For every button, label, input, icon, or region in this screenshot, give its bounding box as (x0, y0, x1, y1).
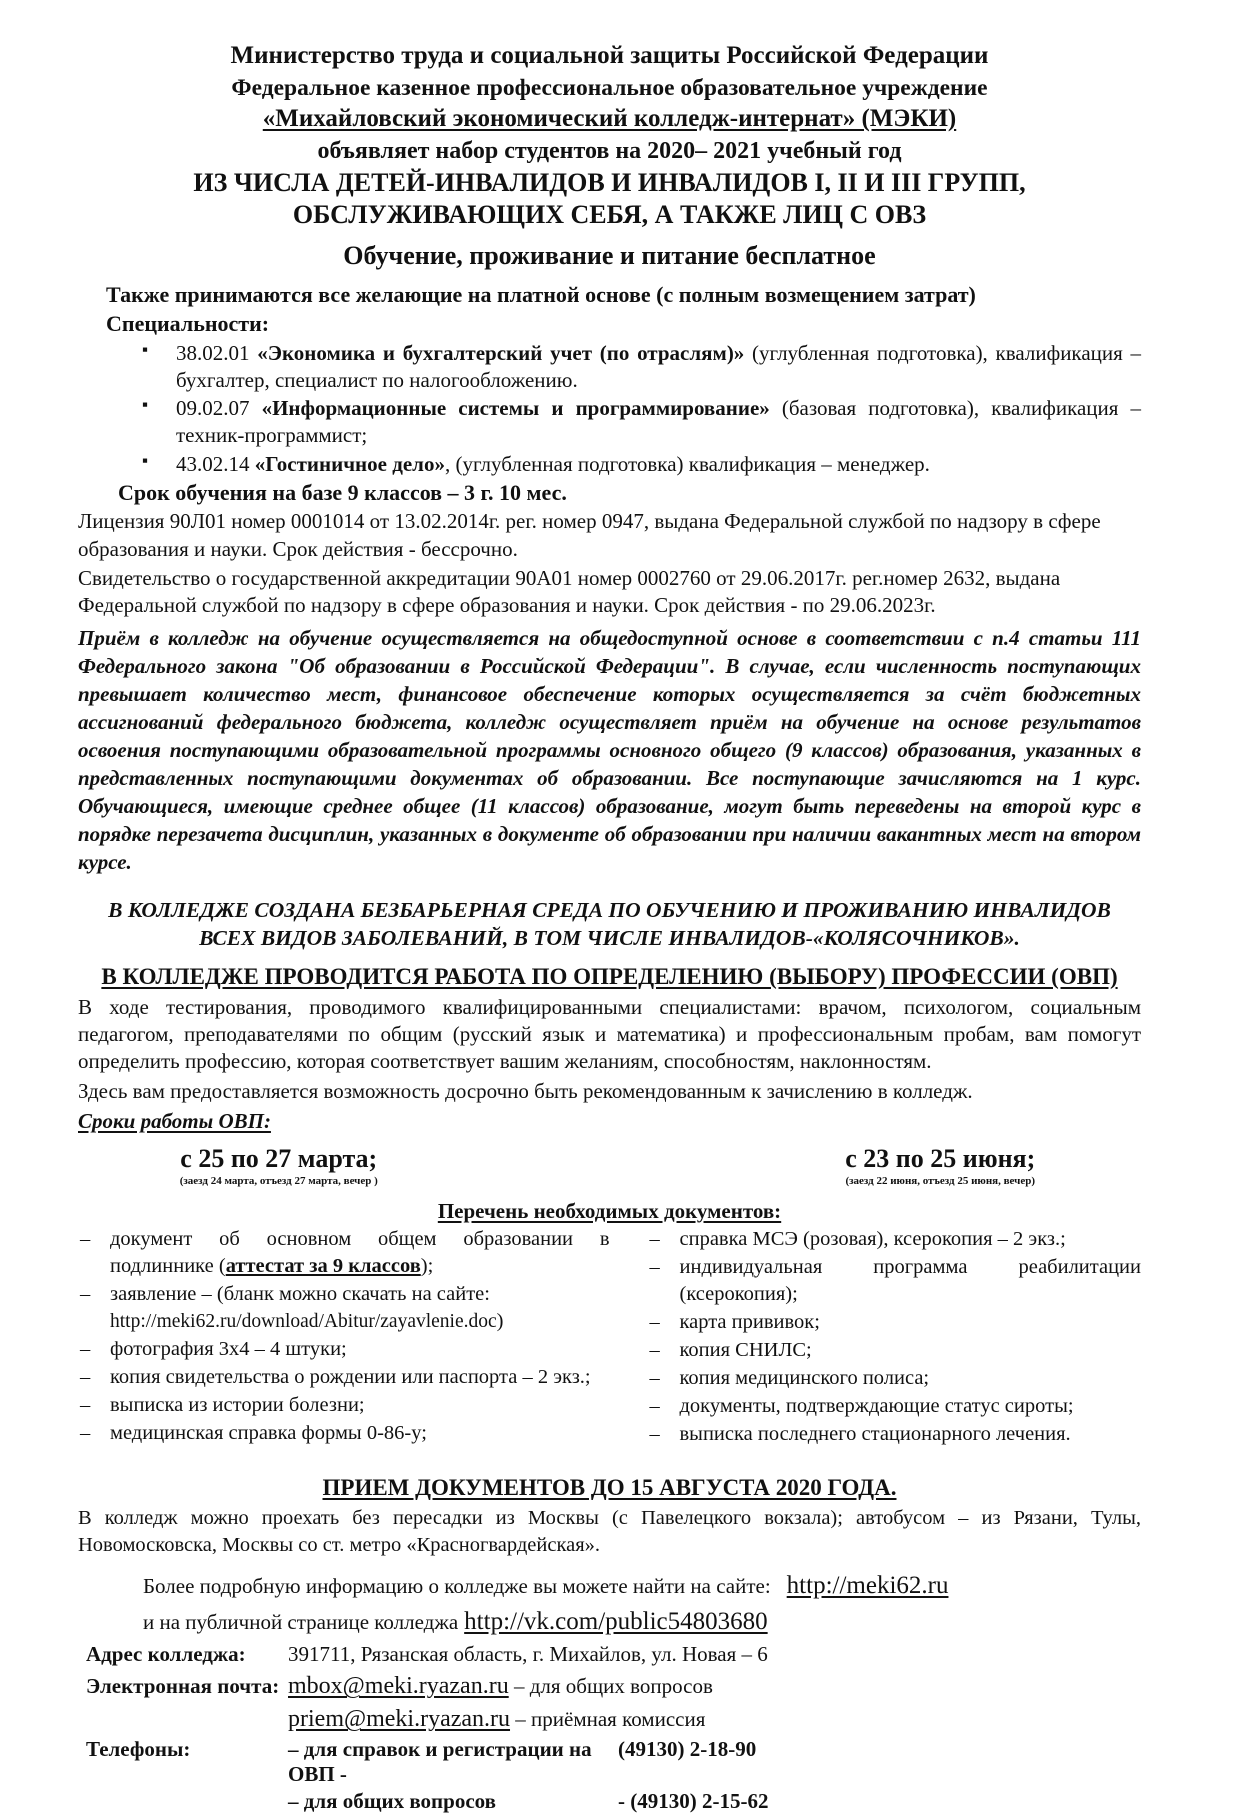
address-row (78, 1642, 1141, 1667)
doc-emphasis: аттестат за 9 классов (225, 1254, 421, 1277)
bullet-dash-icon: – (649, 1227, 660, 1250)
list-item (78, 1336, 610, 1363)
email-row-1 (78, 1673, 1141, 1700)
doc-text: фотография 3х4 – 4 штуки; (110, 1338, 347, 1361)
application-form-url[interactable]: http://meki62.ru/download/Abitur/zayavlenie.doc (110, 1310, 497, 1332)
ovp-session-2 (630, 1144, 1142, 1187)
email-general-note: – для общих вопросов (508, 1674, 713, 1699)
institution-type-line: Федеральное казенное профессиональное образовательное учреждение (231, 74, 988, 101)
doc-text: справка МСЭ (розовая), ксерокопия – 2 экз.; (679, 1227, 1066, 1250)
phone-2-number: - (49130) 2-15-62 (618, 1789, 769, 1814)
documents-left-list (78, 1226, 610, 1447)
ovp-dates-row (78, 1144, 1141, 1187)
list-item (78, 1420, 610, 1447)
phones-label: Телефоны: (86, 1737, 191, 1762)
paid-basis-note: Также принимаются все желающие на платной основе (с полным возмещением затрат) (106, 282, 976, 307)
specialty-detail: , (углубленная подготовка) квалификация – менеджер. (444, 451, 930, 476)
email-label: Электронная почта: (86, 1674, 280, 1699)
list-item (140, 395, 1141, 448)
doc-text: индивидуальная программа реабилитации (ксерокопия); (679, 1255, 1141, 1305)
doc-text: выписка последнего стационарного лечения. (679, 1423, 1071, 1446)
specialty-name: «Гостиничное дело» (254, 451, 445, 476)
list-item (648, 1337, 1142, 1364)
list-item (648, 1254, 1142, 1308)
email-value-2 (288, 1706, 1141, 1733)
bullet-dash-icon: – (649, 1395, 660, 1418)
doc-text-tail: ); (420, 1254, 434, 1277)
address-value: 391711, Рязанская область, г. Михайлов, ул. Новая – 6 (288, 1642, 768, 1667)
specialty-code: 38.02.01 (176, 341, 250, 365)
documents-columns (78, 1226, 1141, 1449)
barrier-free-line-1: В КОЛЛЕДЖЕ СОЗДАНА БЕЗБАРЬЕРНАЯ СРЕДА ПО ОБУЧЕНИЮ И ПРОЖИВАНИЮ ИНВАЛИДОВ (108, 897, 1111, 922)
bullet-dash-icon: ▪ (142, 395, 149, 415)
bullet-dash-icon: – (80, 1366, 91, 1389)
phone-row-2 (78, 1789, 1141, 1814)
barrier-free-line-2: ВСЕХ ВИДОВ ЗАБОЛЕВАНИЙ, В ТОМ ЧИСЛЕ ИНВАЛИДОВ-«КОЛЯСОЧНИКОВ». (199, 925, 1020, 950)
accreditation-info: Свидетельство о государственной аккредитации 90А01 номер 0002760 от 29.06.2017г. рег.номер 2632, выдана Федеральной службой по надзору в сфере образования и науки. Срок действия - по 29.06.2023г. (78, 565, 1061, 618)
vk-page-line (78, 1608, 1141, 1636)
college-website-link[interactable]: http://meki62.ru (786, 1572, 949, 1600)
list-item (78, 1392, 610, 1419)
bullet-dash-icon: – (649, 1339, 660, 1362)
bullet-dash-icon: – (80, 1338, 91, 1361)
bullet-dash-icon: – (649, 1367, 660, 1390)
list-item (78, 1226, 610, 1280)
bullet-dash-icon: ▪ (142, 340, 149, 359)
doc-text: копия СНИЛС; (679, 1339, 812, 1362)
documents-right-column (610, 1226, 1142, 1449)
phone-1-text: – для справок и регистрации на ОВП - (288, 1737, 592, 1787)
email-admissions-link[interactable]: priem@meki.ryazan.ru (288, 1706, 511, 1733)
email-general-link[interactable]: mbox@meki.ryazan.ru (288, 1673, 509, 1700)
bullet-dash-icon: – (649, 1255, 660, 1278)
ovp-paragraph: В ходе тестирования, проводимого квалифицированными специалистами: врачом, психологом, социальным педагогом, преподавателями по общим (русский язык и математика) и профессиональным пробам, вам помогут определить профессию, которая соответствует вашим желаниям, способностям, наклонностям. (78, 994, 1141, 1074)
email-admissions-note: – приёмная комиссия (510, 1707, 706, 1732)
doc-text: копия свидетельства о рождении или паспорта – 2 экз.; (110, 1366, 591, 1389)
free-tuition-line: Обучение, проживание и питание бесплатное (343, 241, 876, 271)
enrollment-year-line: объявляет набор студентов на 2020– 2021 учебный год (317, 137, 902, 164)
specialties-list (78, 340, 1141, 477)
specialties-title: Специальности: (106, 311, 270, 336)
doc-text: копия медицинского полиса; (679, 1367, 930, 1390)
ovp-note: Здесь вам предоставляется возможность досрочно быть рекомендованным к зачислению в колледж. (78, 1078, 973, 1103)
bullet-dash-icon: – (649, 1423, 660, 1446)
list-item (648, 1393, 1142, 1420)
doc-text: заявление – (бланк можно скачать на сайте: (110, 1282, 490, 1305)
specialty-detail: (углубленная подготовка), квалификация – бухгалтер, специалист по налогообложению. (176, 341, 1141, 392)
ovp-session-2-note: (заезд 22 июня, отъезд 25 июня, вечер) (845, 1174, 1036, 1187)
specialty-code: 43.02.14 (176, 451, 250, 476)
ovp-session-1-dates: с 25 по 27 марта; (180, 1143, 378, 1173)
email-row-2 (78, 1706, 1141, 1733)
list-item (140, 340, 1141, 393)
list-item (140, 451, 1141, 478)
doc-text-tail: ) (496, 1309, 504, 1332)
license-info: Лицензия 90Л01 номер 0001014 от 13.02.2014г. рег. номер 0947, выдана Федеральной службой по надзору в сфере образования и науки. Срок действия - бессрочно. (78, 509, 1101, 561)
documents-right-list (648, 1226, 1142, 1448)
list-item (648, 1365, 1142, 1392)
specialty-name: «Экономика и бухгалтерский учет (по отраслям)» (257, 341, 745, 365)
doc-text: документы, подтверждающие статус сироты; (679, 1395, 1074, 1418)
bullet-dash-icon: – (649, 1310, 660, 1333)
list-item (78, 1364, 610, 1391)
ovp-session-1-note: (заезд 24 марта, отъезд 27 марта, вечер ) (179, 1174, 378, 1187)
study-term: Срок обучения на базе 9 классов – 3 г. 10 мес. (118, 480, 567, 506)
college-name-line: «Михайловский экономический колледж-интернат» (МЭКИ) (262, 105, 957, 133)
specialty-detail: (базовая подготовка), квалификация – техник-программист; (176, 396, 1142, 447)
doc-text: медицинская справка формы 0-86-у; (110, 1422, 427, 1445)
list-item (648, 1421, 1142, 1448)
application-deadline: ПРИЕМ ДОКУМЕНТОВ ДО 15 АВГУСТА 2020 ГОДА. (322, 1475, 897, 1501)
doc-text: документ об основном общем образовании в подлиннике ( (110, 1227, 610, 1277)
address-label: Адрес колледжа: (86, 1642, 246, 1667)
list-item (648, 1309, 1142, 1336)
ovp-dates-label: Сроки работы ОВП: (78, 1108, 271, 1133)
email-value-1 (288, 1673, 1141, 1700)
ministry-line: Министерство труда и социальной защиты Российской Федерации (230, 42, 989, 69)
ovp-session-2-dates: с 23 по 25 июня; (845, 1143, 1036, 1173)
phone-1-number: (49130) 2-18-90 (618, 1737, 757, 1762)
doc-text: карта прививок; (679, 1310, 820, 1333)
bullet-dash-icon: – (80, 1394, 91, 1417)
phone-2-text: – для общих вопросов (288, 1789, 496, 1814)
phones-block (78, 1737, 1141, 1814)
specialty-name: «Информационные системы и программирование» (261, 396, 770, 421)
bullet-dash-icon: ▪ (142, 450, 149, 470)
phone-row-1 (78, 1737, 1141, 1787)
admission-rules-paragraph: Приём в колледж на обучение осуществляется на общедоступной основе в соответствии с п.4 статьи 111 Федерального закона "Об образовании в Российской Федерации". В случае, если численность поступающих превышает количество мест, финансовое обеспечение которых осуществляется за счёт бюджетных ассигнований федерального бюджета, колледж осуществляет приём на обучение на основе результатов освоения поступающими образовательной программы основного общего (9 классов) образования, указанных в представленных поступающими документах об образовании. Все поступающие зачисляются на 1 курс. Обучающиеся, имеющие среднее общее (11 классов) образование, могут быть переведены на второй курс в порядке перезачета дисциплин, указанных в документе об образовании при наличии вакантных мест на втором курсе. (78, 626, 1141, 874)
travel-directions: В колледж можно проехать без пересадки из Москвы (с Павелецкого вокзала); автобусом – из Рязани, Тулы, Новомосковска, Москвы со ст. метро «Красногвардейская». (78, 1507, 1141, 1556)
documents-heading: Перечень необходимых документов: (437, 1198, 782, 1223)
eligibility-line-2: ОБСЛУЖИВАЮЩИХ СЕБЯ, А ТАКЖЕ ЛИЦ С ОВЗ (292, 199, 927, 229)
phones-label-spacer (78, 1789, 288, 1814)
eligibility-line-1: ИЗ ЧИСЛА ДЕТЕЙ-ИНВАЛИДОВ И ИНВАЛИДОВ I, II И III ГРУПП, (193, 167, 1026, 197)
more-info-text: Более подробную информацию о колледже вы можете найти на сайте: (143, 1574, 771, 1599)
document-header (78, 40, 1141, 273)
documents-left-column (78, 1226, 610, 1449)
ovp-session-1 (78, 1144, 630, 1187)
more-info-line (78, 1572, 1141, 1600)
bullet-dash-icon: – (80, 1422, 91, 1445)
ovp-heading: В КОЛЛЕДЖЕ ПРОВОДИТСЯ РАБОТА ПО ОПРЕДЕЛЕНИЮ (ВЫБОРУ) ПРОФЕССИИ (ОВП) (101, 963, 1118, 989)
doc-text: выписка из истории болезни; (110, 1394, 365, 1417)
specialty-code: 09.02.07 (176, 396, 250, 421)
vk-page-link[interactable]: http://vk.com/public54803680 (464, 1608, 768, 1636)
list-item (78, 1281, 610, 1335)
bullet-dash-icon: – (80, 1282, 91, 1305)
list-item (648, 1226, 1142, 1253)
vk-page-text: и на публичной странице колледжа (143, 1610, 459, 1635)
barrier-free-block (78, 897, 1141, 953)
bullet-dash-icon: – (80, 1227, 91, 1250)
